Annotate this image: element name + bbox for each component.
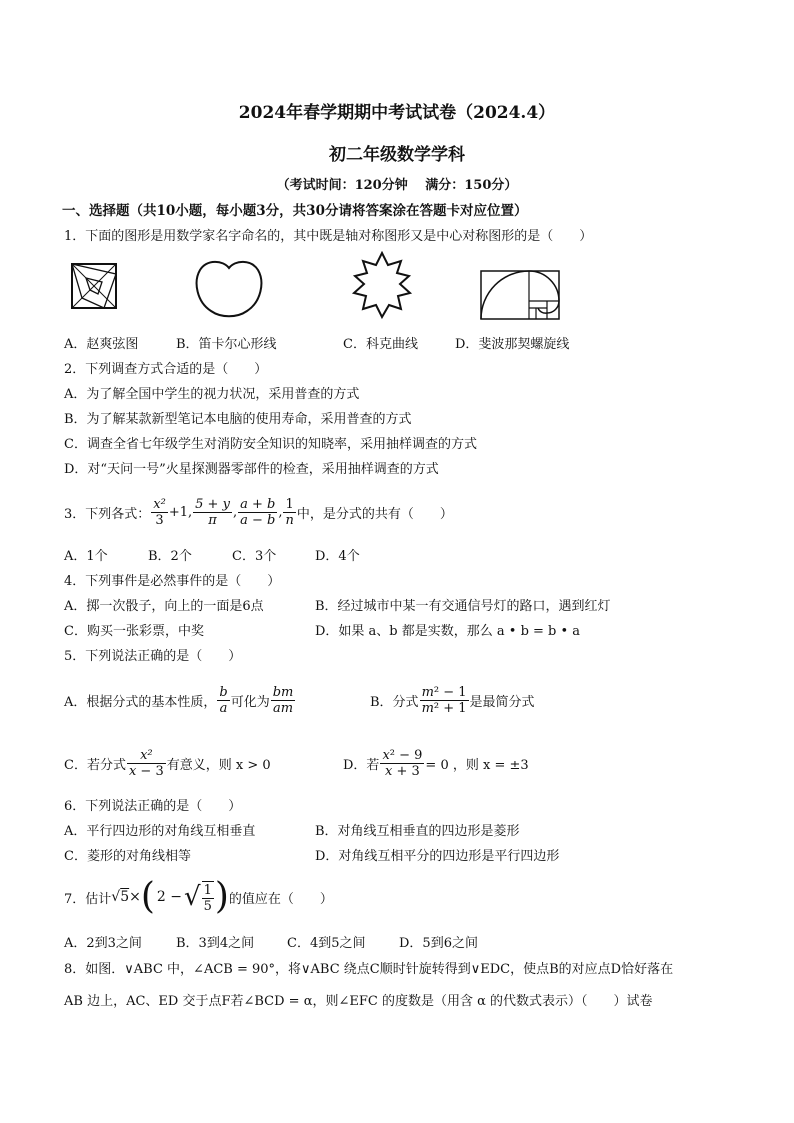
q3-option-c: C．3个 — [232, 549, 277, 564]
q5-option-c — [64, 742, 271, 784]
q7-expression: √5× ( 2 − √ $\frac{1}{5}$ ) — [111, 876, 229, 917]
q5-option-a — [64, 680, 296, 720]
q3-expr-1: $\frac{\text{x²}}{3}$ — [153, 496, 166, 528]
q5-option-b-post: 是最简分式 — [469, 694, 535, 710]
q5-option-b — [370, 678, 535, 722]
q3-option-d: D．4个 — [315, 549, 360, 564]
q1-option-c: C．科克曲线 — [343, 337, 418, 352]
q5-option-a-pre: A．根据分式的基本性质， — [64, 694, 217, 710]
q4-stem: 4．下列事件是必然事件的是（ ） — [64, 574, 281, 589]
q1-option-b: B．笛卡尔心形线 — [176, 337, 277, 352]
cardioid-icon — [193, 258, 265, 320]
q6-option-a: A．平行四边形的对角线互相垂直 — [64, 824, 256, 839]
q5-frac-x2: $\frac{\text{x²}}{x - 3}$ — [128, 747, 164, 779]
q5-frac-m2: $\frac{\text{m² − 1}}{\text{m² + 1}}$ — [421, 684, 467, 716]
section-heading: 一、选择题（共10小题，每小题3分，共30分请将答案涂在答题卡对应位置） — [62, 203, 528, 219]
q5-frac-b-over-a: $\frac{b}{a}$ — [219, 684, 228, 716]
q1-option-d: D．斐波那契螺旋线 — [455, 337, 570, 352]
q3-stem: 3．下列各式： $\frac{\text{x²}}{3}$ +1, $\frac{5 + y}{\pi}$ , $\frac{a + b}{a - b}$ , $\frac{1}{n}$ 中，是分式的共有（ ） — [64, 496, 453, 528]
q3-expr-3: $\frac{a + b}{a - b}$ — [240, 496, 276, 528]
q3-option-a: A．1个 — [64, 549, 108, 564]
exam-meta: （考试时间：120分钟 满分：150分） — [276, 178, 518, 193]
q6-option-d: D．对角线互相平分的四边形是平行四边形 — [315, 849, 560, 864]
q6-stem: 6．下列说法正确的是（ ） — [64, 799, 242, 814]
q6-option-c: C．菱形的对角线相等 — [64, 849, 191, 864]
q5-option-b-pre: B．分式 — [370, 694, 419, 710]
exam-subtitle: 初二年级数学学科 — [329, 145, 465, 165]
koch-snowflake-icon — [347, 251, 417, 321]
q2-option-c: C．调查全省七年级学生对消防安全知识的知晓率，采用抽样调查的方式 — [64, 437, 477, 452]
q3-prefix: 3．下列各式： — [64, 506, 151, 522]
exam-title: 2024年春学期期中考试试卷（2024.4） — [238, 103, 556, 123]
q7-option-c: C．4到5之间 — [287, 936, 366, 951]
fibonacci-spiral-icon — [480, 270, 560, 320]
q8-line-2: AB 边上，AC、ED 交于点F若∠BCD = α，则∠EFC 的度数是（用含 α 的代数式表示）（ ）试卷 — [64, 994, 653, 1009]
q6-option-b: B．对角线互相垂直的四边形是菱形 — [315, 824, 520, 839]
q5-stem: 5．下列说法正确的是（ ） — [64, 649, 242, 664]
q4-option-d: D．如果 a、b 都是实数，那么 a • b = b • a — [315, 624, 581, 639]
q3-option-b: B．2个 — [148, 549, 192, 564]
q2-option-b: B．为了解某款新型笔记本电脑的使用寿命，采用普查的方式 — [64, 412, 412, 427]
q2-stem: 2．下列调查方式合适的是（ ） — [64, 362, 268, 377]
q5-option-c-pre: C．若分式 — [64, 757, 126, 773]
q3-expr-2: $\frac{5 + y}{\pi}$ — [195, 496, 230, 528]
q5-option-d — [343, 742, 529, 784]
q5-option-d-post: = 0 ，则 x = ±3 — [425, 757, 529, 773]
q2-option-a: A．为了解全国中学生的视力状况，采用普查的方式 — [64, 387, 360, 402]
q4-option-b: B．经过城市中某一有交通信号灯的路口，遇到红灯 — [315, 599, 611, 614]
zhao-shuang-square-icon — [70, 262, 118, 310]
q7-option-d: D．5到6之间 — [399, 936, 478, 951]
q7-suffix: 的值应在（ ） — [228, 891, 333, 907]
q7-prefix: 7．估计 — [64, 891, 112, 907]
q5-option-c-post: 有意义，则 x > 0 — [166, 757, 271, 773]
q7-stem — [64, 872, 333, 922]
q3-expr-4: $\frac{1}{n}$ — [285, 496, 294, 528]
q5-option-a-mid: 可化为 — [230, 694, 270, 710]
q3-suffix: 中，是分式的共有（ ） — [296, 506, 453, 522]
q1-option-a: A．赵爽弦图 — [64, 337, 139, 352]
q5-frac-x2-9: $\frac{\text{x² − 9}}{x + 3}$ — [382, 747, 423, 779]
q7-option-b: B．3到4之间 — [176, 936, 255, 951]
q8-line-1: 8．如图．∨ABC 中，∠ACB = 90°，将∨ABC 绕点C顺时针旋转得到∨EDC，使点B的对应点D恰好落在 — [64, 962, 674, 977]
q1-stem: 1．下面的图形是用数学家名字命名的，其中既是轴对称图形又是中心对称图形的是（ ） — [64, 229, 593, 244]
q4-option-c: C．购买一张彩票，中奖 — [64, 624, 204, 639]
q5-frac-bm-over-am: $\frac{bm}{am}$ — [272, 684, 294, 716]
q5-option-d-pre: D．若 — [343, 757, 380, 773]
q7-option-a: A．2到3之间 — [64, 936, 142, 951]
q4-option-a: A．掷一次骰子，向上的一面是6点 — [64, 599, 264, 614]
q2-option-d: D．对“天问一号”火星探测器零部件的检查，采用抽样调查的方式 — [64, 462, 439, 477]
